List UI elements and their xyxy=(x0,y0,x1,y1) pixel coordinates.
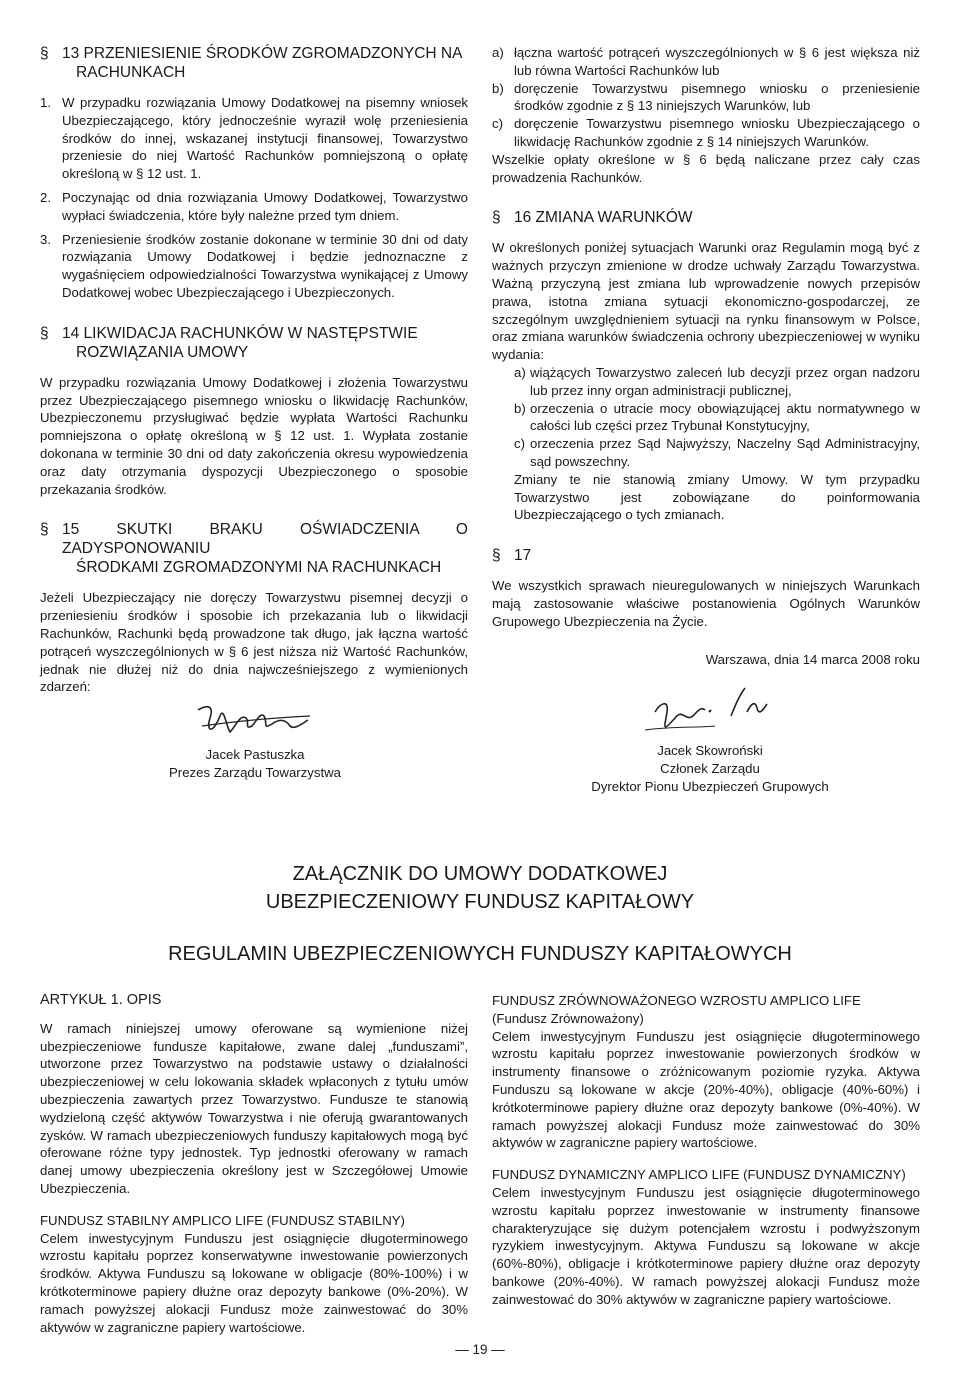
section-14-text: W przypadku rozwiązania Umowy Dodatkowej i złożenia Towarzystwu przez Ubezpieczającego pisemnego wniosku o likwidację Rachunków, Ubezpieczonemu przysługiwać będzie wypłata Wartości Rachunku pomniejszona o opłatę określoną w § 12 ust. 1. Wypłata zostanie dokonana w terminie 30 dni od daty zakończenia okresu wypowiedzenia oraz daty otrzymania dyspozycji Ubezpieczonego o sposobie przekazania środków. xyxy=(40,374,468,497)
section-15-title: 15 SKUTKI BRAKU OŚWIADCZENIA O ZADYSPONOWANIU xyxy=(62,521,468,558)
regulation-title: REGULAMIN UBEZPIECZENIOWYCH FUNDUSZY KAPITAŁOWYCH xyxy=(168,943,792,965)
section-14-title: 14 LIKWIDACJA RACHUNKÓW W NASTĘPSTWIE xyxy=(62,324,418,342)
item-letter: c) xyxy=(492,116,503,132)
item-text: doręczenie Towarzystwu pisemnego wniosku Ubezpieczającego o likwidację Rachunków zgodnie z § 14 niniejszych Warunków. xyxy=(514,116,920,149)
section-15-list-item xyxy=(492,44,920,80)
left-column-upper xyxy=(40,44,468,696)
section-16-list-item xyxy=(492,364,920,400)
section-15-title-line2: ŚRODKAMI ZGROMADZONYMI NA RACHUNKACH xyxy=(76,559,442,577)
fund-description: Celem inwestycyjnym Funduszu jest osiągnięcie długoterminowego wzrostu kapitału poprzez inwestowanie w instrumenty finansowe charakteryzujące się dużym potencjałem wzrostu i podwyższonym ryzykiem inwestycyjnym. Aktywa Funduszu są lokowane w akcje (60%-80%), obligacje i krótkoterminowe papiery dłużne oraz depozyty bankowe (20%-40%). W ramach powyższej alokacji Fundusz może zainwestować do 30% aktywów w zagraniczne papiery wartościowe. xyxy=(492,1184,920,1307)
section-16-list-item xyxy=(492,400,920,436)
section-17-title: 17 xyxy=(514,547,532,565)
section-sign: § xyxy=(492,547,501,565)
item-number: 1. xyxy=(40,95,51,110)
section-17-heading xyxy=(492,546,920,565)
item-text: Poczynając od dnia rozwiązania Umowy Dodatkowej, Towarzystwo wypłaci świadczenia, które były należne przed tym dniem. xyxy=(62,189,468,223)
page-number: — 19 — xyxy=(455,1342,505,1357)
item-text: Przeniesienie środków zostanie dokonane w terminie 30 dni od daty rozwiązania Umowy Dodatkowej i będzie jednoznaczne z wygaśnięciem odpowiedzialności Towarzystwa wynikającej z Umowy Dodatkowej wobec Ubezpieczającego i Ubezpieczonych. xyxy=(62,231,468,300)
item-number: 2. xyxy=(40,189,51,205)
section-16-text: W określonych poniżej sytuacjach Warunki oraz Regulamin mogą być z ważnych przyczyn zmienione w drodze uchwały Zarządu Towarzystwa. Ważną przyczyną jest zmiana lub wprowadzenie nowych przepisów prawa, istotna zmiana sytuacji ekonomiczno-gospodarczej, ze szczególnym uwzględnieniem sytuacji na rynku finansowym w Polsce, oraz zmiana warunków świadczenia ochrony ubezpieczeniowej w wyniku wydania: xyxy=(492,240,920,363)
left-column-lower xyxy=(40,992,468,1336)
item-text: wiążących Towarzystwo zaleceń lub decyzji przez organ nadzoru lub przez inny organ administracji publicznej, xyxy=(530,364,920,398)
signatory-role: Członek Zarządu xyxy=(660,760,760,776)
fund-title: FUNDUSZ DYNAMICZNY AMPLICO LIFE (FUNDUSZ DYNAMICZNY) xyxy=(492,1167,906,1183)
article-1-text: W ramach niniejszej umowy oferowane są wymienione niżej ubezpieczeniowe fundusze kapitałowe, zwane dalej „funduszami”, utworzone przez Towarzystwo na podstawie ustawy o działalności ubezpieczeniowej w celu lokowania składek wpłaconych z tytułu umów ubezpieczenia zawartych przez Towarzystwo. Fundusze te stanowią wydzieloną część aktywów Towarzystwa i nie oferują gwarantowanych zysków. W ramach ubezpieczeniowych funduszy kapitałowych mogą być oferowane różne typy jednostek. Typ jednostki oferowany w ramach danej umowy ubezpieczenia określony jest w Szczegółowej Umowie Ubezpieczenia. xyxy=(40,1020,468,1196)
section-13-title-line2: RACHUNKACH xyxy=(76,64,186,81)
section-16-heading xyxy=(492,208,920,227)
section-14-heading xyxy=(40,324,468,362)
item-text: W przypadku rozwiązania Umowy Dodatkowej na pisemny wniosek Ubezpieczającego, który jednocześnie wyraził wolę przeniesienia środków do innej, wskazanej instytucji finansowej, Towarzystwo przeniesie do niej Wartość Rachunków pomniejszoną o opłatę określoną w § 12 ust. 1. xyxy=(62,95,468,182)
section-16-after: Zmiany te nie stanowią zmiany Umowy. W tym przypadku Towarzystwo jest zobowiązane do poinformowania Ubezpieczającego o tych zmianach. xyxy=(514,471,920,523)
signatory-role: Prezes Zarządu Towarzystwa xyxy=(169,764,341,780)
fund-subtitle: (Fundusz Zrównoważony) xyxy=(492,1010,644,1026)
section-15-list-item xyxy=(492,80,920,116)
place-and-date: Warszawa, dnia 14 marca 2008 roku xyxy=(705,651,920,667)
item-number: 3. xyxy=(40,231,51,247)
signature-left xyxy=(150,696,360,782)
section-15-after: Wszelkie opłaty określone w § 6 będą naliczane przez cały czas prowadzenia Rachunków. xyxy=(492,151,920,185)
section-17-text: We wszystkich sprawach nieuregulowanych w niniejszych Warunkach mają zastosowanie właściwe postanowienia Ogólnych Warunków Grupowego Ubezpieczenia na Życie. xyxy=(492,578,920,629)
item-letter: b) xyxy=(514,400,526,416)
section-sign: § xyxy=(492,209,501,227)
section-13-item xyxy=(40,231,468,302)
right-column-upper xyxy=(492,44,920,668)
section-13-title: 13 PRZENIESIENIE ŚRODKÓW ZGROMADZONYCH NA xyxy=(62,45,463,62)
section-sign: § xyxy=(40,45,49,62)
section-sign: § xyxy=(40,521,49,539)
signature-right xyxy=(570,682,850,795)
fund-description: Celem inwestycyjnym Funduszu jest osiągnięcie długoterminowego wzrostu kapitału poprzez konserwatywne inwestowanie powierzonych środków. Aktywa Funduszu są lokowane w obligacje (80%-100%) i w krótkoterminowe papiery dłużne oraz depozyty bankowe (0%-20%). W ramach powyższej alokacji Fundusz może zainwestować do 30% aktywów w zagraniczne papiery wartościowe. xyxy=(40,1230,468,1335)
section-16-list-item xyxy=(492,435,920,471)
section-15-list-item xyxy=(492,115,920,151)
item-letter: c) xyxy=(514,436,525,452)
right-column-lower xyxy=(492,992,920,1309)
item-text: doręczenie Towarzystwu pisemnego wniosku o przeniesienie środków zgodnie z § 13 niniejszych Warunków, lub xyxy=(514,80,920,114)
annex-title-line1: ZAŁĄCZNIK DO UMOWY DODATKOWEJ xyxy=(292,863,668,885)
section-16-title: 16 ZMIANA WARUNKÓW xyxy=(514,209,693,227)
section-13-item xyxy=(40,94,468,183)
handwritten-signature-image xyxy=(635,682,785,742)
item-text: orzeczenia o utracie mocy obowiązującej aktu normatywnego w całości lub części przez Trybunał Konstytucyjny, xyxy=(530,400,920,434)
annex-title-line2: UBEZPIECZENIOWY FUNDUSZ KAPITAŁOWY xyxy=(265,891,695,913)
article-1-title: ARTYKUŁ 1. OPIS xyxy=(40,992,162,1008)
signatory-name: Jacek Skowroński xyxy=(657,743,763,758)
handwritten-signature-image xyxy=(190,696,320,746)
signatory-role-2: Dyrektor Pionu Ubezpieczeń Grupowych xyxy=(591,778,829,794)
item-letter: a) xyxy=(514,364,526,380)
section-13-item xyxy=(40,189,468,225)
fund-title: FUNDUSZ ZRÓWNOWAŻONEGO WZROSTU AMPLICO LIFE xyxy=(492,993,861,1008)
fund-title: FUNDUSZ STABILNY AMPLICO LIFE (FUNDUSZ STABILNY) xyxy=(40,1212,405,1228)
item-letter: a) xyxy=(492,45,504,60)
item-text: orzeczenia przez Sąd Najwyższy, Naczelny Sąd Administracyjny, sąd powszechny. xyxy=(530,436,920,469)
section-15-text: Jeżeli Ubezpieczający nie doręczy Towarzystwu pisemnej decyzji o przeniesieniu środków i sposobie ich przekazania lub o likwidacji Rachunków, Rachunki będą prowadzone tak długo, jak łączna wartość potrąceń wyszczególnionych w § 6 jest niższa niż Wartość Rachunków, jednak nie dłużej niż do dnia najwcześniejszego z wymienionych zdarzeń: xyxy=(40,590,468,695)
item-text: łączna wartość potrąceń wyszczególnionych w § 6 jest większa niż lub równa Wartości Rachunków lub xyxy=(514,45,920,78)
section-15-heading xyxy=(40,520,468,577)
fund-description: Celem inwestycyjnym Funduszu jest osiągnięcie długoterminowego wzrostu kapitału poprzez inwestowanie powierzonych środków w instrumenty finansowe o zróżnicowanym poziomie ryzyka. Aktywa Funduszu są lokowane w akcje (20%-40%), obligacje (40%-60%) i krótkoterminowe papiery dłużne oraz depozyty bankowe (0%-40%). W ramach powyższej alokacji Fundusz może zainwestować do 30% aktywów w zagraniczne papiery wartościowe. xyxy=(492,1028,920,1151)
section-sign: § xyxy=(40,324,49,342)
section-13-heading xyxy=(40,44,468,82)
section-14-title-line2: ROZWIĄZANIA UMOWY xyxy=(76,343,249,361)
signatory-name: Jacek Pastuszka xyxy=(205,747,305,762)
item-letter: b) xyxy=(492,80,504,96)
